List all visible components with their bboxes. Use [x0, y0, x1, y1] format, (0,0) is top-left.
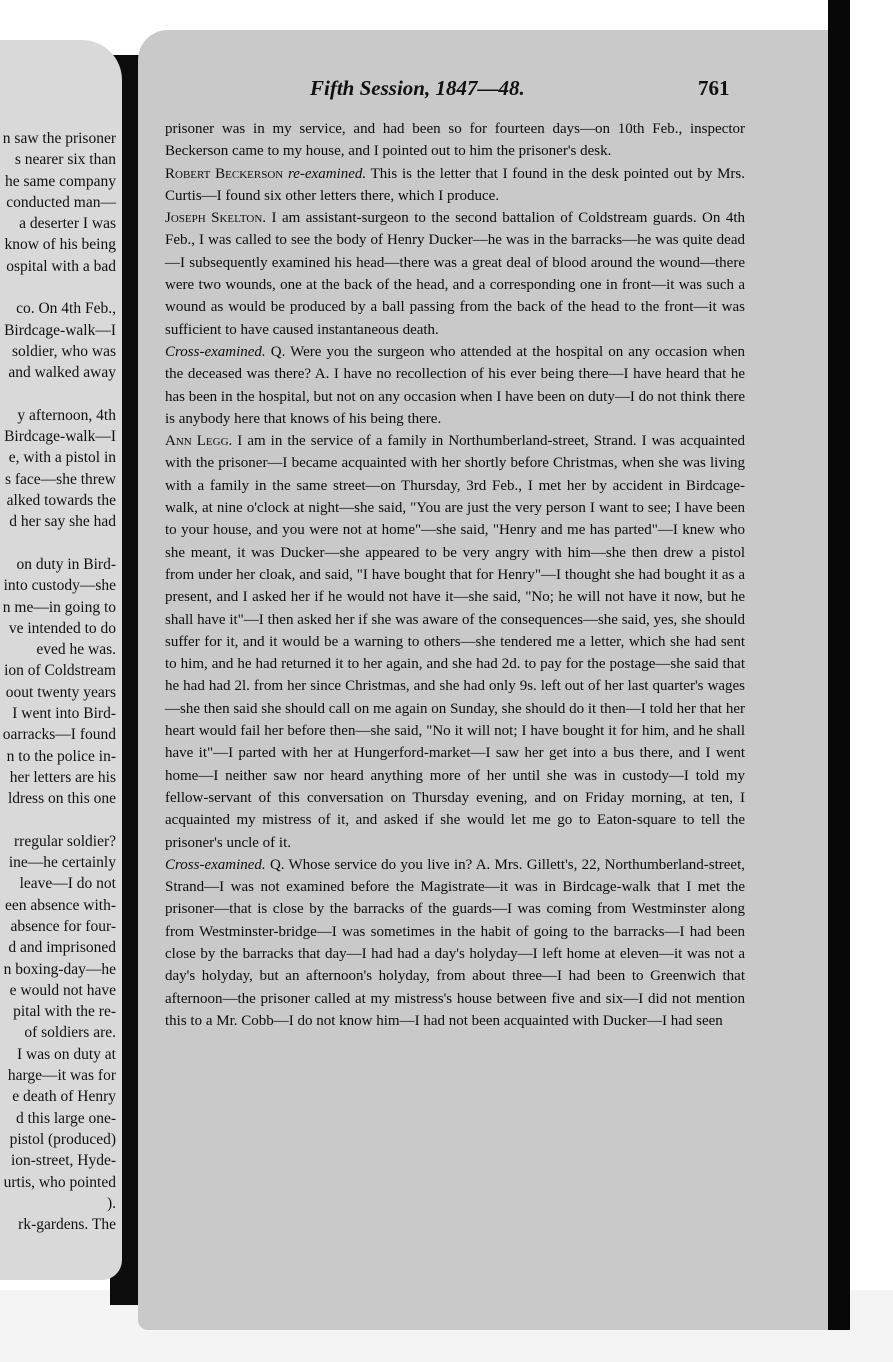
left-page-line: e death of Henry	[12, 1088, 116, 1106]
left-page-line: pital with the re-	[13, 1003, 116, 1021]
left-page-line: een absence with-	[4, 896, 116, 914]
left-page-line: n me—in going to	[2, 598, 116, 616]
left-page	[0, 40, 122, 1280]
paragraph-text: I am in the service of a family in Northumberland-street, Strand. I was acquainted with the prisoner—I became acquainted with her shortly before Christmas, when she was living with a family in the same street—on Thursday, 3rd Feb., I met her by accident in Birdcage-walk, at nine o'clock at night—she said, "You are just the very person I want to see; I have been to your house, and you were not at home"—she said, "Henry and me has parted"—I knew who she meant, it was Ducker—she appeared to be very angry with him—she then drew a pistol from under her cloak, and said, "I have bought that for Henry"—I thought she had bought it as a present, and I asked her if he would not have it—she said, "No; he will not have it now, but he shall have it"—I then asked her if she was aware of the consequences—she said, yes, she should suffer for it, and it would be a warning to others—she tendered me a letter, which she had sent to him, and he had returned it to her again, and she had 2d. to pay for the postage—she said that he had had 2l. from her since Christmas, and she had only 9s. left out of her last quarter's wages—she then said she should call on me again on Sunday, she should do it then—I told her that her heart would fail her before then—she said, "No it will not; I have bought it for him, and he shall have it"—I parted with her at Hungerford-market—I saw her get into a bus there, and I went home—I neither saw nor heard anything more of her until she was in custody—I told my fellow-servant of this conversation on Thursday evening, and on Friday morning, at ten, I acquainted my mistress of it, and asked if she would let me go to Eaton-square to tell the prisoner's uncle of it.	[165, 433, 745, 851]
paragraph-text: Q. Whose service do you live in? A. Mrs. Gillett's, 22, Northumberland-street, Strand—I was not examined before the Magistrate—it was in Birdcage-walk that I met the prisoner—that is close by the barracks of the guards—I was coming from Westminster along from Westminster-bridge—I was sometimes in the habit of going to the barracks—I had been close by the barracks that day—I had had a day's holyday—I left home at eleven—it was not a day's holyday, but an afternoon's holyday, from about three—I had been to Greenwich that afternoon—the prisoner called at my mistress's house between five and six—I did not mention this to a Mr. Cobb—I do not know him—I had not been acquainted with Ducker—I had seen	[165, 856, 745, 1029]
left-page-line: I was on duty at	[16, 1045, 116, 1063]
left-page-line: d this large one-	[15, 1109, 116, 1127]
left-page-line: a deserter I was	[19, 215, 116, 233]
paragraph-1	[165, 118, 745, 163]
left-page-line: ine—he certainly	[8, 854, 116, 872]
page-body	[165, 118, 745, 1032]
right-page	[138, 30, 828, 1330]
left-page-line: d and imprisoned	[8, 939, 116, 957]
left-page-line: pistol (produced)	[9, 1130, 116, 1148]
left-page-line: n to the police in-	[6, 747, 116, 765]
examination-tag: Cross-examined.	[165, 343, 266, 360]
left-page-line: s nearer six than	[14, 151, 116, 169]
speaker-name: Joseph Skelton.	[165, 210, 267, 227]
left-page-line: into custody—she	[3, 577, 116, 595]
left-page-line	[0, 533, 116, 554]
left-page-line: ion of Coldstream	[4, 662, 116, 680]
left-page-line: e, with a pistol in	[8, 449, 116, 467]
left-page-line: absence for four-	[10, 917, 116, 935]
left-page-line: he same company	[4, 172, 116, 190]
left-page-line: and walked away	[8, 364, 116, 382]
paragraph-5	[165, 430, 745, 854]
page-header	[138, 76, 828, 104]
book-edge	[828, 0, 850, 1330]
left-page-line: I went into Bird-	[12, 705, 116, 723]
left-page-line: Birdcage-walk—I	[4, 428, 116, 446]
left-page-line: s face—she threw	[4, 470, 116, 488]
paragraph-text: I am assistant-surgeon to the second battalion of Coldstream guards. On 4th Feb., I was called to see the body of Henry Ducker—he was in the barracks—he was quite dead—I subsequently examined his head—there was a great deal of blood around the wound—there were two wounds, one at the back of the head, and a corresponding one in front—it was such a wound as would be produced by a ball passing from the back of the head to the front—it was sufficient to have caused instantaneous death.	[165, 210, 745, 338]
paragraph-6	[165, 854, 745, 1032]
paragraph-4	[165, 341, 745, 430]
paragraph-text: This is the letter that I found in the desk pointed out by Mrs. Curtis—I found six other letters there, which I produce.	[165, 165, 746, 204]
left-page-line: alked towards the	[6, 492, 116, 510]
left-page-line: her letters are his	[9, 768, 116, 786]
examination-tag: re-examined.	[287, 165, 367, 182]
left-page-line: rk-gardens. The	[18, 1216, 116, 1234]
left-page-line: oarracks—I found	[2, 726, 116, 744]
running-title: Fifth Session, 1847—48.	[310, 76, 525, 100]
paragraph-2	[165, 163, 745, 208]
left-page-line: ospital with a bad	[6, 257, 116, 275]
left-page-line: know of his being	[4, 236, 116, 254]
left-page-line: n boxing-day—he	[3, 960, 116, 978]
left-page-line: urtis, who pointed	[3, 1173, 116, 1191]
left-page-line: ).	[106, 1194, 116, 1212]
speaker-name: Ann Legg.	[165, 433, 233, 450]
left-page-line: Birdcage-walk—I	[4, 321, 116, 339]
left-page-line: e would not have	[9, 981, 116, 999]
left-page-line: d her say she had	[9, 513, 116, 531]
speaker-name: Robert Beckerson	[165, 165, 284, 182]
left-page-line: oout twenty years	[5, 683, 116, 701]
left-page-line: leave—I do not	[19, 875, 116, 893]
left-page-line	[0, 384, 116, 405]
left-page-line: rregular soldier?	[14, 832, 116, 850]
left-page-text	[0, 128, 116, 1235]
paragraph-text: Q. Were you the surgeon who attended at the hospital on any occasion when the deceased was there? A. I have no recollection of his ever being there—I have heard that he has been in the hospital, but not on any occasion when I have been on duty—I do not think there is anybody here that knows of his being there.	[165, 343, 745, 427]
left-page-line: conducted man—	[6, 193, 116, 211]
left-page-line	[0, 810, 116, 831]
page-number: 761	[698, 76, 730, 100]
left-page-line: harge—it was for	[7, 1067, 116, 1085]
left-page-line: ldress on this one	[7, 790, 116, 808]
left-page-line: soldier, who was	[12, 342, 116, 360]
left-page-line: n saw the prisoner	[2, 130, 116, 147]
left-page-line: y afternoon, 4th	[17, 406, 116, 424]
examination-tag: Cross-examined.	[165, 856, 266, 873]
left-page-line: eved he was.	[36, 641, 116, 659]
paragraph-text: prisoner was in my service, and had been so for fourteen days—on 10th Feb., inspector Beckerson came to my house, and I pointed out to him the prisoner's desk.	[165, 121, 745, 160]
left-page-line: of soldiers are.	[24, 1024, 116, 1042]
left-page-line	[0, 277, 116, 298]
left-page-line: on duty in Bird-	[16, 555, 116, 573]
paragraph-3	[165, 207, 745, 341]
left-page-line: ion-street, Hyde-	[10, 1152, 116, 1170]
left-page-line: ve intended to do	[8, 619, 116, 637]
left-page-line: co. On 4th Feb.,	[16, 300, 116, 318]
